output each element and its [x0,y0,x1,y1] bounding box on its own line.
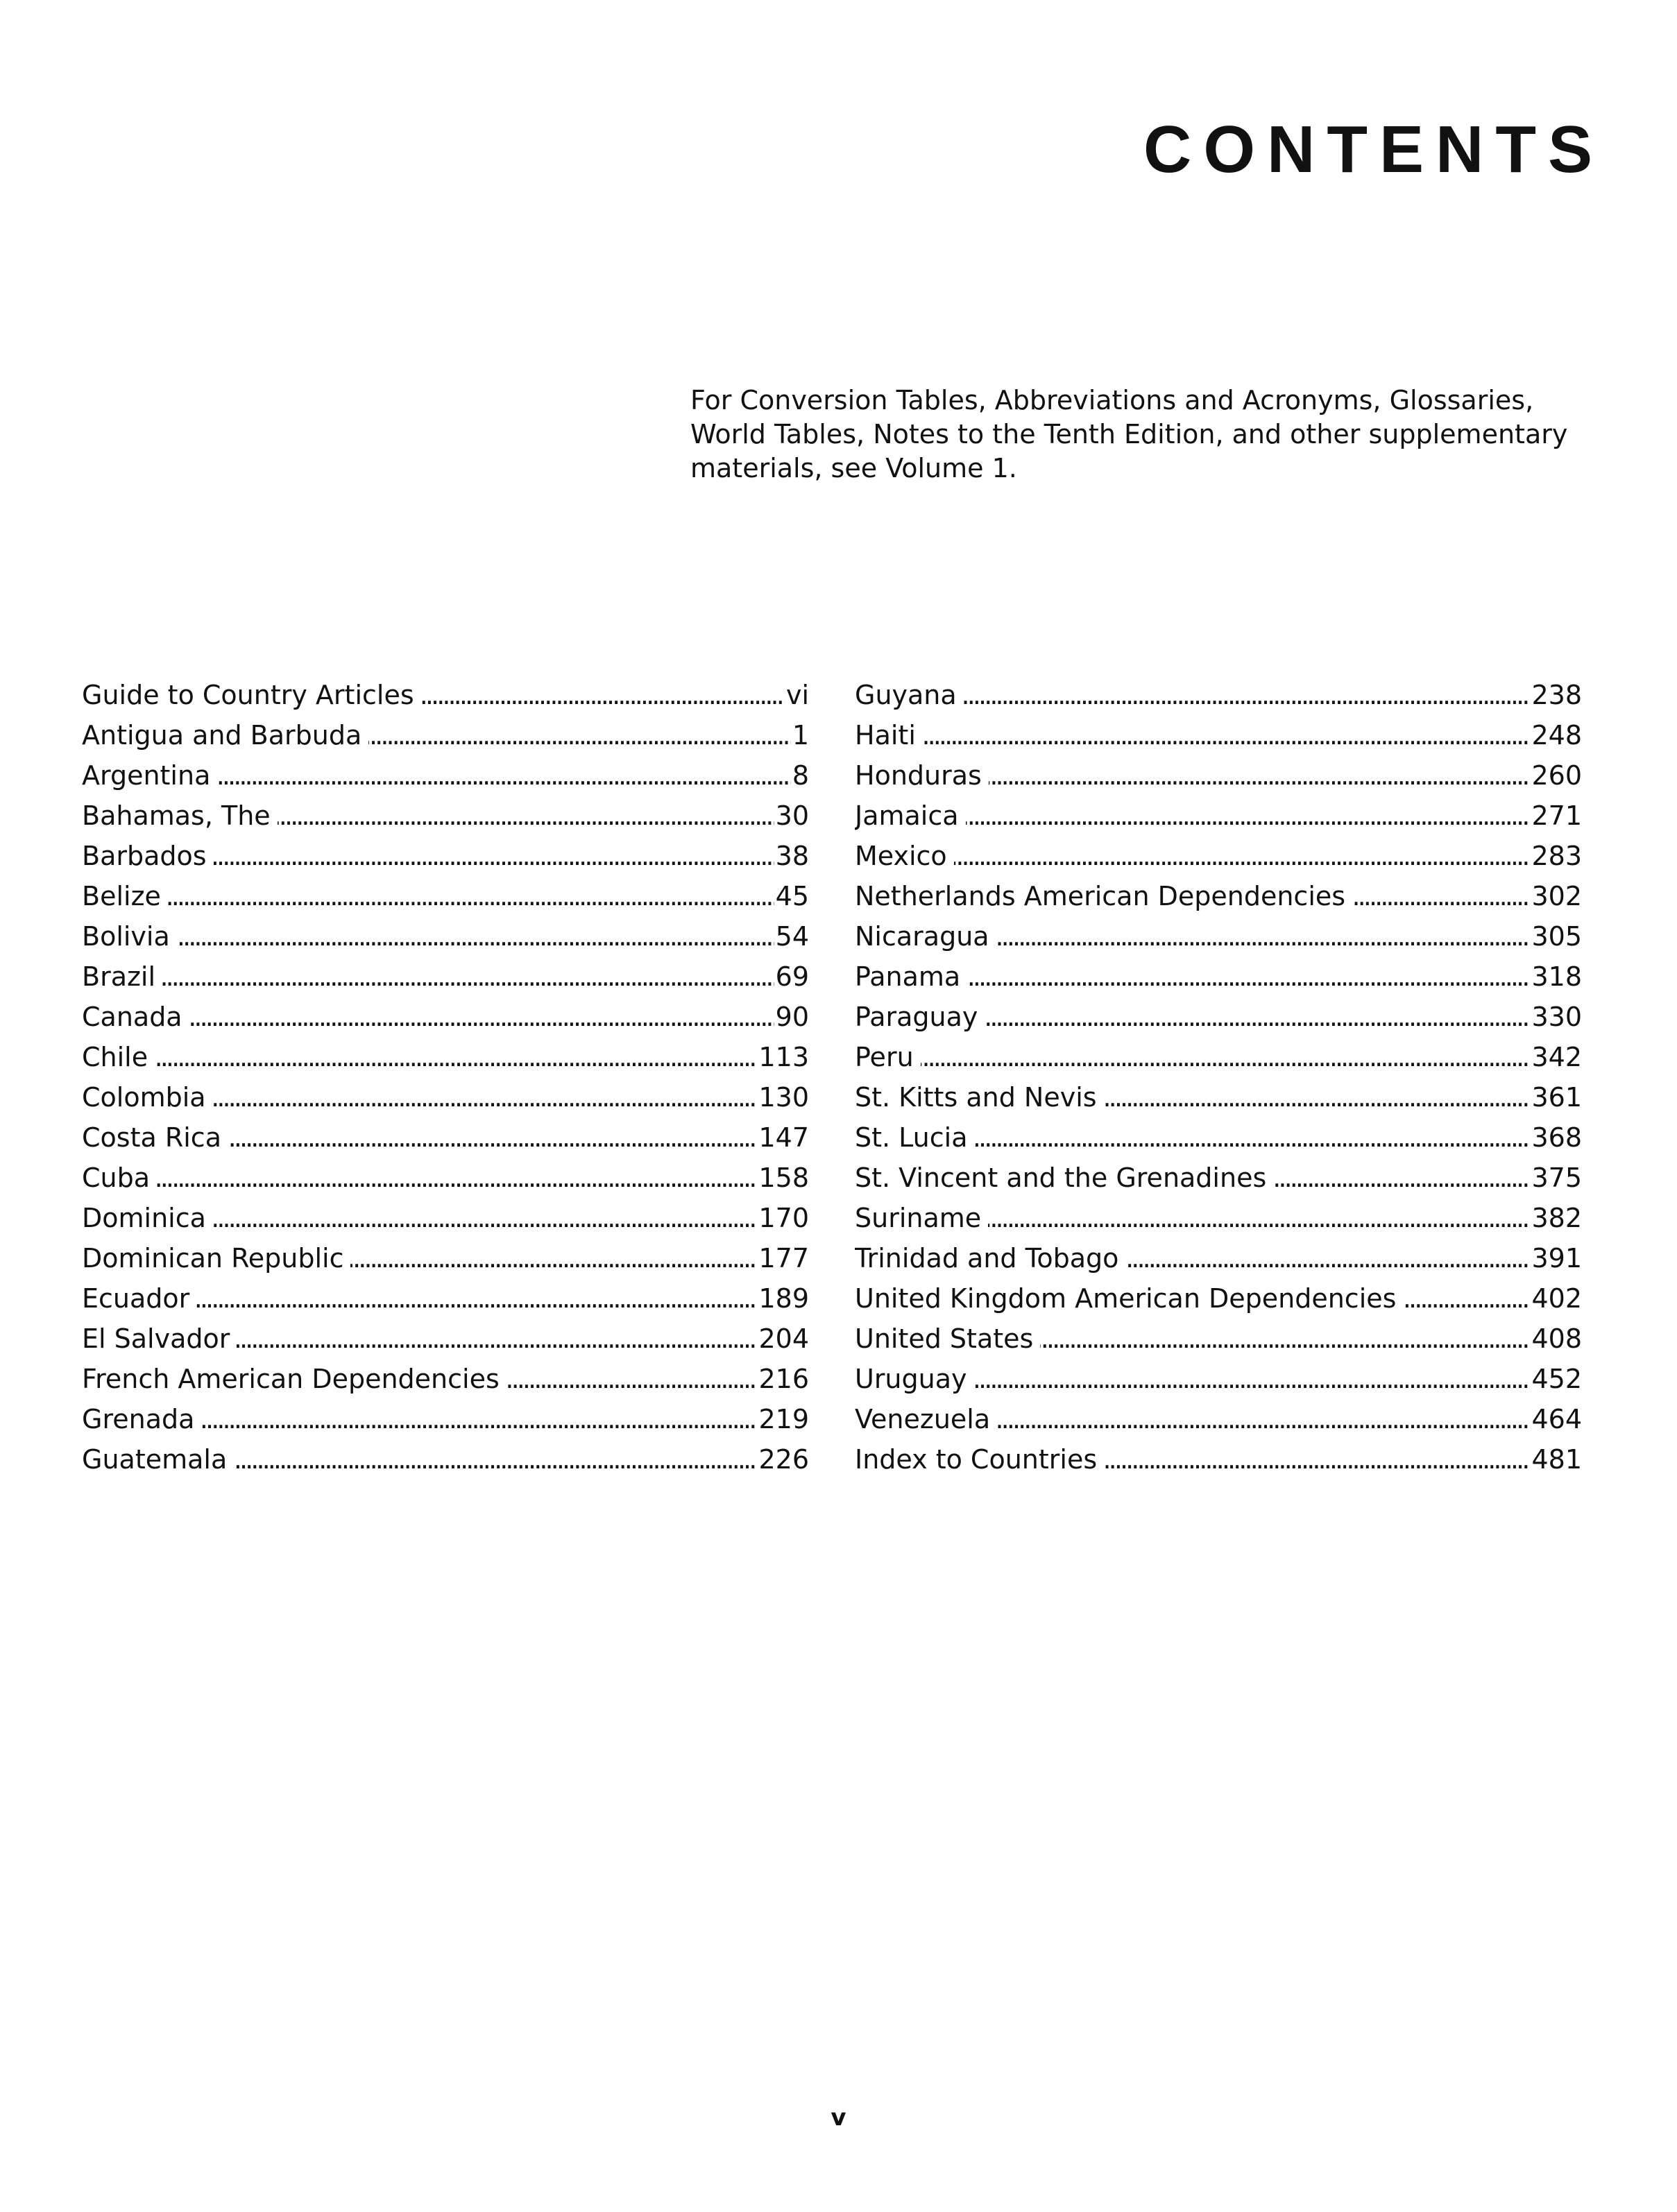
toc-entry-page: 361 [1531,1082,1582,1113]
toc-entry-page: 54 [775,921,809,952]
toc-entry[interactable] [82,1403,809,1443]
toc-entry-label: Chile [82,1042,148,1072]
toc-entry[interactable] [82,759,809,799]
dot-leader [996,920,1531,953]
toc-entry[interactable] [82,1000,809,1040]
dot-leader [974,1362,1531,1396]
toc-entry[interactable] [855,1322,1582,1362]
toc-entry[interactable] [855,920,1582,960]
dot-leader [237,1322,757,1355]
toc-entry-label: Argentina [82,760,211,791]
toc-entry[interactable] [855,1081,1582,1121]
toc-entry-page: 1 [792,720,809,751]
dot-leader [421,678,785,712]
toc-entry-label: St. Lucia [855,1122,968,1153]
toc-entry[interactable] [855,759,1582,799]
toc-entry-label: Mexico [855,841,947,871]
toc-entry-label: Colombia [82,1082,206,1113]
toc-entry[interactable] [855,1282,1582,1322]
dot-leader [1403,1282,1530,1315]
toc-entry-label: St. Kitts and Nevis [855,1082,1097,1113]
dot-leader [368,719,791,752]
toc-entry[interactable] [82,920,809,960]
dot-leader [975,1121,1531,1154]
toc-entry-label: Guatemala [82,1444,228,1475]
dot-leader [1104,1081,1531,1114]
dot-leader [506,1362,758,1396]
dot-leader [214,839,774,873]
toc-entry-page: 226 [758,1444,809,1475]
toc-entry-label: Costa Rica [82,1122,221,1153]
dot-leader [985,1000,1530,1034]
dot-leader [168,880,774,913]
dot-leader [1125,1242,1530,1275]
toc-entry-label: Nicaragua [855,921,989,952]
toc-entry-label: Panama [855,961,961,992]
toc-entry[interactable] [855,719,1582,759]
toc-entry-label: Venezuela [855,1404,991,1434]
toc-entry-page: 147 [758,1122,809,1153]
toc-entry-label: Belize [82,881,161,911]
toc-entry-page: 177 [758,1243,809,1274]
toc-entry[interactable] [82,1121,809,1161]
toc-entry-label: Ecuador [82,1283,190,1314]
toc-entry-page: 216 [758,1364,809,1394]
toc-entry-label: Uruguay [855,1364,967,1394]
toc-entry-label: United States [855,1323,1034,1354]
toc-entry-label: St. Vincent and the Grenadines [855,1163,1267,1193]
toc-entry-page: 260 [1531,760,1582,791]
toc-entry[interactable] [855,1362,1582,1403]
toc-entry-page: 248 [1531,720,1582,751]
toc-entry-page: 375 [1531,1163,1582,1193]
toc-entry[interactable] [82,1242,809,1282]
toc-entry-page: 30 [775,800,809,831]
toc-entry-page: 204 [758,1323,809,1354]
dot-leader [989,759,1531,792]
toc-entry-page: 271 [1531,800,1582,831]
toc-entry-page: 318 [1531,961,1582,992]
page-title: CONTENTS [1143,112,1604,187]
dot-leader [1104,1443,1530,1476]
toc-entry[interactable] [855,880,1582,920]
toc-entry[interactable] [82,960,809,1000]
toc-entry-label: Barbados [82,841,207,871]
dot-leader [177,920,774,953]
dot-leader [921,1040,1531,1074]
dot-leader [217,759,790,792]
toc-entry-page: 302 [1531,881,1582,911]
toc-entry[interactable] [82,1201,809,1242]
toc-entry-label: Index to Countries [855,1444,1098,1475]
toc-entry-label: Bolivia [82,921,170,952]
toc-entry[interactable] [82,719,809,759]
toc-entry-label: Antigua and Barbuda [82,720,362,751]
dot-leader [966,799,1531,832]
toc-column-left [82,678,809,1483]
dot-leader [954,839,1531,873]
toc-entry-label: Cuba [82,1163,151,1193]
toc-entry-label: Suriname [855,1203,982,1233]
dot-leader [228,1121,757,1154]
toc-entry[interactable] [855,1161,1582,1201]
toc-entry-label: Canada [82,1002,182,1032]
toc-entry-label: Jamaica [855,800,959,831]
toc-entry-label: Netherlands American Dependencies [855,881,1346,911]
toc-entry-page: 452 [1531,1364,1582,1394]
toc-entry[interactable] [855,799,1582,839]
toc-entry-page: 330 [1531,1002,1582,1032]
dot-leader [189,1000,774,1034]
toc-entry-page: 283 [1531,841,1582,871]
toc-entry[interactable] [82,1282,809,1322]
toc-entry-label: French American Dependencies [82,1364,500,1394]
toc-entry[interactable] [855,1000,1582,1040]
dot-leader [997,1403,1530,1436]
toc-entry[interactable] [82,839,809,880]
dot-leader [157,1161,757,1194]
toc-entry-page: 464 [1531,1404,1582,1434]
toc-entry-label: Trinidad and Tobago [855,1243,1119,1274]
toc-entry[interactable] [855,678,1582,719]
toc-entry-label: Honduras [855,760,982,791]
toc-entry-label: Haiti [855,720,916,751]
toc-column-right [855,678,1582,1483]
toc-entry-label: Dominica [82,1203,206,1233]
toc-entry-page: 113 [758,1042,809,1072]
dot-leader [1040,1322,1530,1355]
toc-entry-label: Peru [855,1042,914,1072]
toc-entry[interactable] [855,839,1582,880]
toc-entry-page: 8 [792,760,809,791]
toc-entry-page: 90 [775,1002,809,1032]
dot-leader [350,1242,757,1275]
toc-entry[interactable] [82,1081,809,1121]
toc-entry-page: 38 [775,841,809,871]
dot-leader [923,719,1531,752]
dot-leader [196,1282,757,1315]
dot-leader [1352,880,1530,913]
toc-entry-page: 189 [758,1283,809,1314]
toc-entry[interactable] [82,1443,809,1483]
toc-entry[interactable] [82,1161,809,1201]
toc-entry-page: 402 [1531,1283,1582,1314]
toc-entry-label: Grenada [82,1404,195,1434]
toc-entry[interactable] [82,799,809,839]
supplementary-note: For Conversion Tables, Abbreviations and Acronyms, Glossaries, World Tables, Notes to the Tenth Edition, and other supplementary materials, see Volume 1. [690,385,1568,483]
toc-entry-page: 45 [775,881,809,911]
dot-leader [964,678,1531,712]
toc-entry-label: Guide to Country Articles [82,680,414,710]
toc-entry-page: 481 [1531,1444,1582,1475]
toc-entry[interactable] [855,1201,1582,1242]
toc-entry-page: vi [785,680,809,710]
toc-entry-page: 408 [1531,1323,1582,1354]
dot-leader [213,1081,758,1114]
dot-leader [967,960,1530,993]
dot-leader [162,960,774,993]
toc-entry-label: Guyana [855,680,957,710]
toc-entry-page: 219 [758,1404,809,1434]
toc-entry-label: United Kingdom American Dependencies [855,1283,1397,1314]
dot-leader [155,1040,757,1074]
toc-entry[interactable] [82,1322,809,1362]
toc-entry-page: 170 [758,1203,809,1233]
toc-entry-page: 382 [1531,1203,1582,1233]
toc-entry-label: Dominican Republic [82,1243,344,1274]
toc-entry-page: 342 [1531,1042,1582,1072]
toc-entry[interactable] [855,1040,1582,1081]
dot-leader [201,1403,757,1436]
page-number: v [831,2104,846,2132]
toc-entry[interactable] [855,1121,1582,1161]
toc-entry-label: Paraguay [855,1002,978,1032]
toc-entry[interactable] [82,678,809,719]
toc-entry[interactable] [855,1242,1582,1282]
toc-entry-page: 69 [775,961,809,992]
toc-entry-label: Brazil [82,961,156,992]
dot-leader [1273,1161,1530,1194]
dot-leader [278,799,774,832]
toc-entry[interactable] [82,1040,809,1081]
dot-leader [213,1201,758,1235]
toc-entry-page: 305 [1531,921,1582,952]
toc-entry[interactable] [855,960,1582,1000]
toc-entry-page: 238 [1531,680,1582,710]
toc-entry-page: 158 [758,1163,809,1193]
toc-entry[interactable] [855,1403,1582,1443]
toc-entry-page: 391 [1531,1243,1582,1274]
toc-entry[interactable] [82,1362,809,1403]
toc-entry-label: El Salvador [82,1323,230,1354]
toc-entry-page: 368 [1531,1122,1582,1153]
dot-leader [234,1443,757,1476]
toc-entry-label: Bahamas, The [82,800,271,831]
dot-leader [988,1201,1530,1235]
toc-entry-page: 130 [758,1082,809,1113]
toc-entry[interactable] [82,880,809,920]
toc-entry[interactable] [855,1443,1582,1483]
